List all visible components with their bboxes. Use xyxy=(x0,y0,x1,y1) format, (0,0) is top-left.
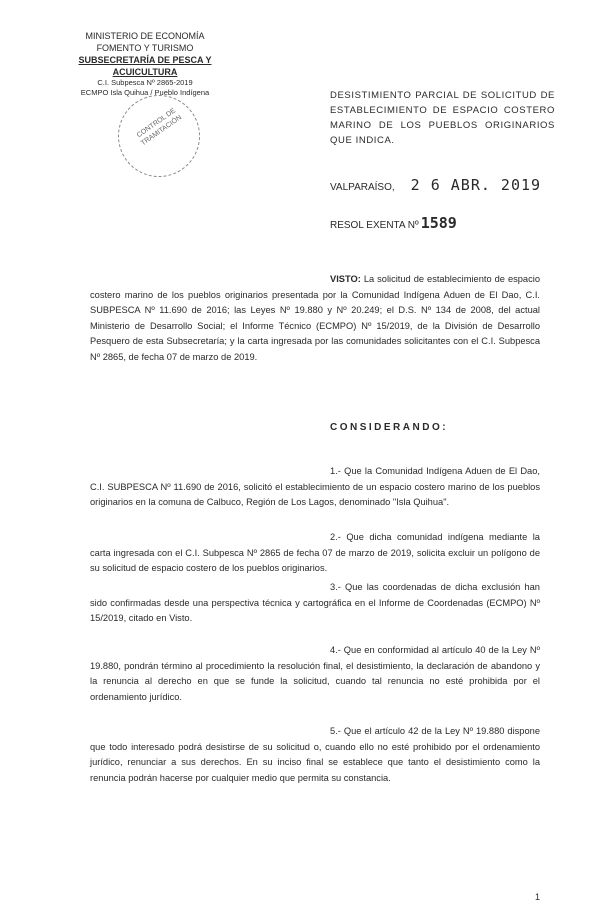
visto-label: VISTO: xyxy=(330,274,361,284)
item-text: Que la Comunidad Indígena Aduen de El Dao, C.I. SUBPESCA Nº 11.690 de 2016, solicitó el establecimiento de un espacio costero marino de los pueblos originarios en la comuna de Calbuco, Región de Los Lagos, denominado "Isla Quihua". xyxy=(90,466,540,507)
considerando-item-1 xyxy=(90,464,540,511)
reference-ci: C.I. Subpesca Nº 2865-2019 xyxy=(97,78,193,87)
ministry-name: MINISTERIO DE ECONOMÍA xyxy=(85,31,205,41)
document-title: DESISTIMIENTO PARCIAL DE SOLICITUD DE ESTABLECIMIENTO DE ESPACIO COSTERO MARINO DE LOS PUEBLOS ORIGINARIOS QUE INDICA. xyxy=(330,90,555,146)
subsecretaria-name: SUBSECRETARÍA DE PESCA Y ACUICULTURA xyxy=(78,55,212,77)
resolution-line xyxy=(330,214,457,232)
date-value: 2 6 ABR. 2019 xyxy=(410,176,542,194)
item-number: 4.- xyxy=(330,645,341,655)
ministry-subtitle: FOMENTO Y TURISMO xyxy=(96,43,194,53)
considerando-item-5 xyxy=(90,724,540,786)
resolution-label: RESOL EXENTA Nº xyxy=(330,220,419,231)
item-number: 1.- xyxy=(330,466,341,476)
control-stamp xyxy=(118,95,200,177)
considerando-item-3 xyxy=(90,580,540,627)
item-number: 3.- xyxy=(330,582,341,592)
item-number: 5.- xyxy=(330,726,341,736)
visto-paragraph xyxy=(90,272,540,365)
date-label: VALPARAÍSO, xyxy=(330,182,395,193)
item-text: Que en conformidad al artículo 40 de la Ley Nº 19.880, pondrán término al procedimiento la resolución final, el desistimiento, la declaración de abandono y la renuncia al derecho en que se funde la solicitud, cuando tal renuncia no esté prohibida por el ordenamiento jurídico. xyxy=(90,645,540,702)
item-text: Que el artículo 42 de la Ley Nº 19.880 dispone que todo interesado podrá desistirse de su solicitud o, cuando ello no esté prohibido por el ordenamiento jurídico, renunciar a sus derechos. En su inciso final se establece que tanto el desistimiento como la renuncia podrán hacerse por cualquier medio que permita su constancia. xyxy=(90,726,540,783)
date-line xyxy=(330,176,541,194)
reference-ecmpo: ECMPO Isla Quihua / Pueblo Indígena xyxy=(80,88,210,97)
visto-text: La solicitud de establecimiento de espacio costero marino de los pueblos originarios presentada por la Comunidad Indígena Aduen de El Dao, C.I. SUBPESCA Nº 11.690 de 2016; las Leyes Nº 19.880 y Nº 20.249; el D.S. Nº 134 de 2008, del actual Ministerio de Desarrollo Social; el Informe Técnico (ECMPO) Nº 15/2019, de la División de Desarrollo Pesquero de esta Subsecretaría; y la carta ingresada por las comunidades solicitantes con el C.I. Subpesca Nº 2865, de fecha 07 de marzo de 2019. xyxy=(90,274,540,362)
considerando-item-4 xyxy=(90,643,540,705)
item-text: Que dicha comunidad indígena mediante la carta ingresada con el C.I. Subpesca Nº 2865 de fecha 07 de marzo de 2019, solicita excluir un polígono de su solicitud de espacio costero de los pueblos originarios. xyxy=(90,532,540,573)
letterhead xyxy=(60,30,230,98)
considerando-item-2 xyxy=(90,530,540,577)
page-number: 1 xyxy=(535,892,541,902)
stamp-text: CONTROL DE TRAMITACIÓN xyxy=(135,107,184,148)
considerando-heading: CONSIDERANDO: xyxy=(330,422,449,433)
resolution-number: 1589 xyxy=(420,214,457,232)
item-text: Que las coordenadas de dicha exclusión han sido confirmadas desde una perspectiva técnica y cartográfica en el Informe de Coordenadas (ECMPO) Nº 15/2019, citado en Visto. xyxy=(90,582,540,623)
item-number: 2.- xyxy=(330,532,341,542)
